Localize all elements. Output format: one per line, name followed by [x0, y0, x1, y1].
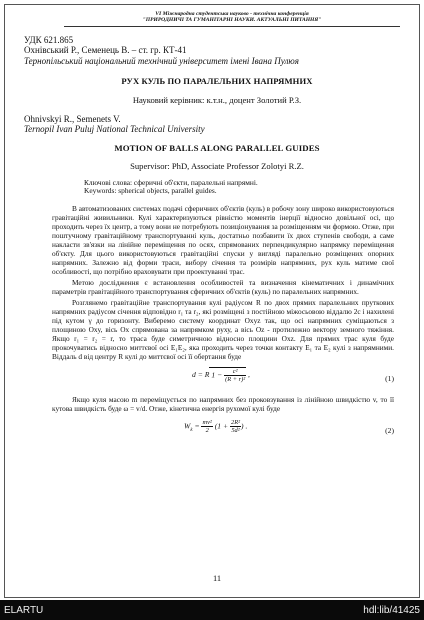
en-affiliation: Ternopil Ivan Puluj National Technical University: [24, 124, 205, 135]
en-metadata: [24, 114, 420, 135]
handle-link[interactable]: hdl:lib/41425: [363, 605, 420, 616]
equation-1-number: (1): [385, 373, 394, 383]
conference-line-1: VI Міжнародна студентська науково - технічна конференція: [155, 11, 309, 17]
article-body: [52, 204, 394, 362]
equation-2-expression: $W_k$ = $\frac{\text{mv²}}{2}$ (1 + $\frac{\text{2R²}}{\text{5d²}}$ ) .: [184, 418, 248, 434]
paragraph-1: В автоматизованих системах подачі сферичних об'єктів (куль) в робочу зону широко використовуються гравітаційні живильники. Кулі характеризуються рівністю моментів інерції відносно довільної осі, що проходить через їх центр, а тому вони не потребують позиціонування за розміщенням чи формою. Отже, при поштучному гравітаційному транспортуванні куль, достатньо позбавити їх двох ступенів свободи, а саме накласти зв'язки на лінійне переміщення по осях, спрямованих перпендикулярно напрямку переміщення об'єкту. Для цього використовуються гравітаційні спуски у вигляді паралельно розміщених опорних напрямних. Залежно від форми траси, вибору січення та розмірів напрямних, рух куль матиме свої особливості, що потрібно враховувати при проектуванні трас.: [52, 203, 394, 277]
conference-line-2: "ПРИРОДНИЧІ ТА ГУМАНІТАРНІ НАУКИ. АКТУАЛЬНІ ПИТАННЯ": [142, 17, 322, 24]
equation-2: [52, 415, 394, 445]
udc-code: УДК 621.865: [24, 34, 74, 45]
paragraph-4: Якщо куля масою m переміщується по напрямних без проковзування із лінійною швидкістю v, то її кутова швидкість буде ω = v/d. Отже, кінетична енергія рухомої кулі буде: [52, 394, 394, 414]
ua-metadata: [24, 35, 420, 67]
en-title: MOTION OF BALLS ALONG PARALLEL GUIDES: [114, 142, 320, 153]
repository-name: ELARTU: [4, 605, 44, 616]
repository-footer: [0, 600, 424, 620]
page-frame: [4, 4, 420, 598]
keywords-en: Keywords: spherical objects, parallel guides.: [84, 186, 217, 196]
equation-2-number: (2): [385, 425, 394, 435]
ua-supervisor: Науковий керівник: к.т.н., доцент Золотий Р.З.: [132, 94, 302, 105]
ua-title: РУХ КУЛЬ ПО ПАРАЛЕЛЬНИХ НАПРЯМНИХ: [121, 75, 313, 86]
equation-1: [52, 363, 394, 393]
document-page: [14, 11, 420, 599]
article-body-continued: [52, 395, 394, 413]
page-number: 11: [212, 574, 222, 583]
keywords-ua: Ключові слова: сферичні об'єкти, паралельні напрямні.: [84, 177, 258, 187]
keywords-block: [84, 179, 420, 196]
conference-header: [64, 11, 400, 27]
ua-authors: Охнівський Р., Семенець В. – ст. гр. КТ-41: [24, 45, 187, 56]
en-authors: Ohnivskyi R., Semenets V.: [24, 113, 121, 124]
paragraph-3: Розглянемо гравітаційне транспортування кулі радіусом R по двох прямих паралельних пруткових напрямних радіусом січення відповідно r₁ та r₂, які розміщені з постійною міжосьовою віддалю 2c і нахилені під кутом γ до горизонту. Виберемо систему координат Oxyz так, що осі напрямних суміщаються з площиною Oxy, вісь Ox спрямована за напрямком руху, а вісь Oz - протилежно вектору земного тяжіння. Якщо r₁ = r₂ = r, то траса буде симетричною відносно площини Oxz. Для прямих трас куля буде прокочуватись відносно миттєвої осі E₁E₂, яка проходить через точки контакту E₁ та E₂ кулі з напрямними. Віддаль d від центру R кулі до миттєвої осі її обертання буде: [52, 297, 394, 362]
paragraph-2: Метою дослідження є встановлення особливостей та визначення кінематичних і динамічних параметрів гравітаційного транспортування сферичних об'єктів (куль) по паралельних напрямних.: [52, 277, 394, 297]
ua-affiliation: Тернопільський національний технічний університет імені Івана Пулюя: [24, 56, 299, 66]
equation-1-expression: d = R 1 − $\frac{\text{c²}}{\text{(R + r)²}}$ ,: [192, 367, 250, 383]
en-supervisor: Supervisor: PhD, Associate Professor Zolotyi R.Z.: [130, 160, 304, 171]
